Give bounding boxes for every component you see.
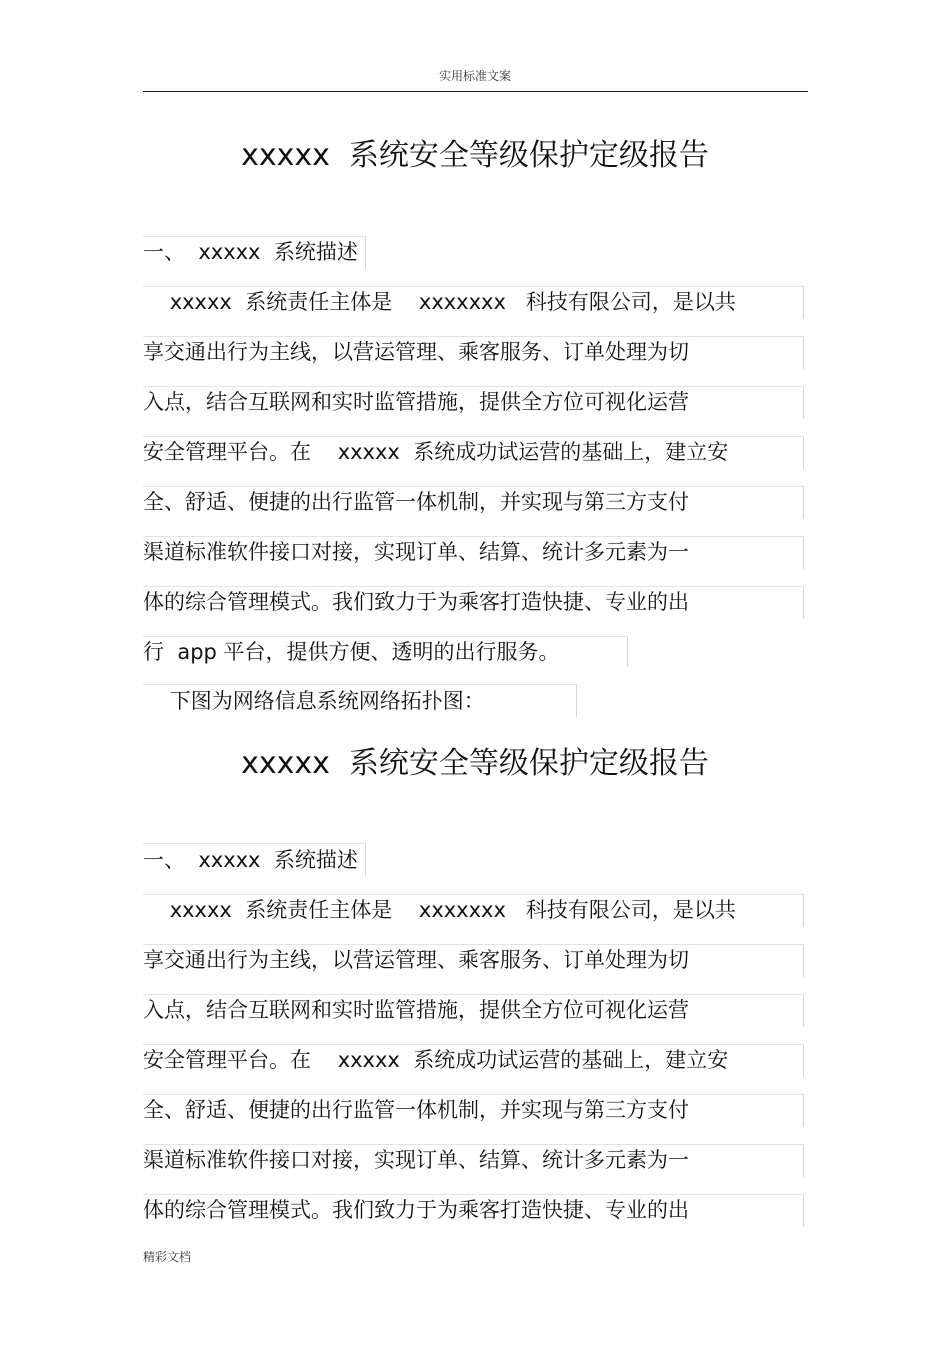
paragraph-line: 渠道标准软件接口对接，实现订单、结算、统计多元素为一 [143, 1148, 689, 1172]
paragraph-line: 体的综合管理模式。我们致力于为乘客打造快捷、专业的出 [143, 1198, 689, 1222]
paragraph-line: 入点，结合互联网和实时监管措施，提供全方位可视化运营 [143, 998, 689, 1022]
paragraph-line: xxxxx 系统责任主体是 xxxxxxx 科技有限公司，是以共 [143, 290, 736, 314]
paragraph-line: 享交通出行为主线，以营运管理、乘客服务、订单处理为切 [143, 340, 689, 364]
paragraph-line: xxxxx 系统责任主体是 xxxxxxx 科技有限公司，是以共 [143, 898, 736, 922]
paragraph-line: 渠道标准软件接口对接，实现订单、结算、统计多元素为一 [143, 540, 689, 564]
paragraph-line: 全、舒适、便捷的出行监管一体机制，并实现与第三方支付 [143, 490, 689, 514]
document-title: xxxxx 系统安全等级保护定级报告 [241, 746, 709, 781]
paragraph-line: 安全管理平台。在 xxxxx 系统成功试运营的基础上，建立安 [143, 440, 729, 464]
section-heading: 一、 xxxxx 系统描述 [143, 240, 358, 264]
document-title: xxxxx 系统安全等级保护定级报告 [241, 138, 709, 173]
paragraph-line: 行 app 平台，提供方便、透明的出行服务。 [143, 640, 560, 664]
paragraph-line: 入点，结合互联网和实时监管措施，提供全方位可视化运营 [143, 390, 689, 414]
paragraph-line: 体的综合管理模式。我们致力于为乘客打造快捷、专业的出 [143, 590, 689, 614]
paragraph-line: 安全管理平台。在 xxxxx 系统成功试运营的基础上，建立安 [143, 1048, 729, 1072]
paragraph-line: 享交通出行为主线，以营运管理、乘客服务、订单处理为切 [143, 948, 689, 972]
header-divider [143, 91, 808, 92]
page-header: 实用标准文案 [438, 69, 511, 83]
figure-caption: 下图为网络信息系统网络拓扑图： [143, 689, 485, 713]
section-heading: 一、 xxxxx 系统描述 [143, 848, 358, 872]
paragraph-line: 全、舒适、便捷的出行监管一体机制，并实现与第三方支付 [143, 1098, 689, 1122]
page-footer: 精彩文档 [143, 1250, 192, 1264]
